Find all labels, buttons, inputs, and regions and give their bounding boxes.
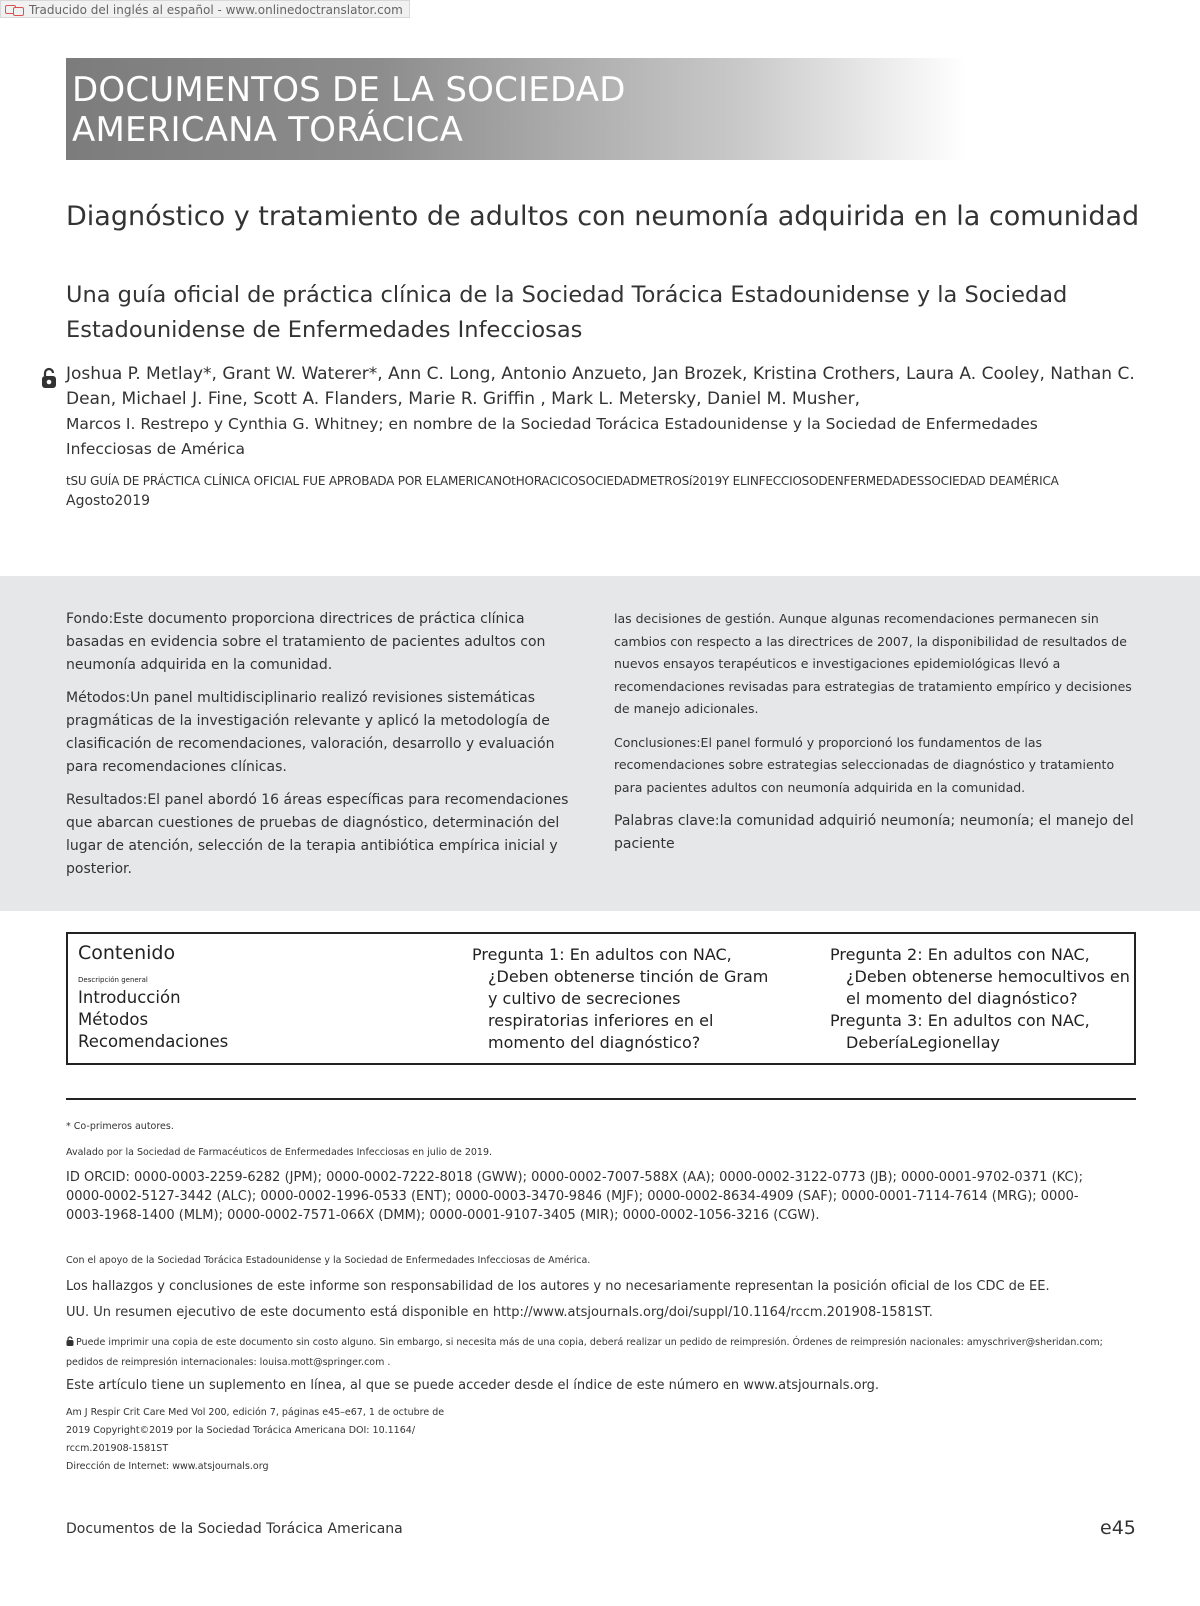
citation-line-1: Am J Respir Crit Care Med Vol 200, edición 7, páginas e45–e67, 1 de octubre de: [66, 1407, 445, 1418]
author-list-continued: Marcos I. Restrepo y Cynthia G. Whitney; en nombre de la Sociedad Torácica Estadounidense y la Sociedad de Enfermedades Infecciosas de América: [66, 415, 1038, 458]
question-3-heading: Pregunta 3: En adultos con NAC,: [830, 1011, 1090, 1030]
abstract-conclusions-text: El panel formuló y proporcionó los fundamentos de las recomendaciones sobre estrategias seleccionadas de diagnóstico y tratamiento para pacientes adultos con neumonía adquirida en la comunidad.: [614, 734, 1115, 795]
open-lock-icon: [66, 1336, 74, 1346]
footnote-online-supplement: Este artículo tiene un suplemento en línea, al que se puede acceder desde el índice de este número en www.atsjournals.org.: [66, 1378, 880, 1393]
footer-journal-name: Documentos de la Sociedad Torácica Americana: [66, 1521, 403, 1537]
translator-banner[interactable]: [0, 0, 410, 18]
abstract-left-column: [66, 608, 576, 891]
author-list: Joshua P. Metlay*, Grant W. Waterer*, Ann C. Long, Antonio Anzueto, Jan Brozek, Kristina Crothers, Laura A. Cooley, Nathan C. Dean, Michael J. Fine, Scott A. Flanders, Marie R. Griffin , Mark L. Metersky, Daniel M. Musher,: [66, 364, 1135, 409]
question-2-heading: Pregunta 2: En adultos con NAC,: [830, 945, 1090, 964]
abstract-background-text: Este documento proporciona directrices de práctica clínica basadas en evidencia sobre el tratamiento de pacientes adultos con neumonía adquirida en la comunidad.: [66, 611, 546, 673]
question-3-text: DeberíaLegionellay: [846, 1033, 1001, 1052]
question-2-text: ¿Deben obtenerse hemocultivos en el momento del diagnóstico?: [846, 967, 1130, 1008]
abstract-keywords-label: Palabras clave:: [614, 813, 720, 829]
abstract: [0, 576, 1200, 911]
abstract-background-label: Fondo:: [66, 611, 114, 627]
abstract-methods-text: Un panel multidisciplinario realizó revisiones sistemáticas pragmáticas de la investigación relevante y aplicó la metodología de clasificación de recomendaciones, valoración, desarrollo y evaluación para recomendaciones clínicas.: [66, 690, 555, 775]
contents-link-question-3[interactable]: [830, 1010, 1130, 1054]
abstract-methods-label: Métodos:: [66, 690, 131, 706]
footnote-reprints-text: Puede imprimir una copia de este documento sin costo alguno. Sin embargo, si necesita más de una copia, deberá realizar un pedido de reimpresión. Órdenes de reimpresión nacionales: amyschriver@sheridan.com; pedidos de reimpresión internacionales: louisa.mott@springer.com .: [66, 1337, 1103, 1368]
translate-icon: [5, 4, 25, 16]
contents-link-recommendations[interactable]: Recomendaciones: [78, 1032, 229, 1051]
footnote-cofirst-authors: * Co-primeros autores.: [66, 1121, 174, 1132]
footnote-executive-summary: UU. Un resumen ejecutivo de este documento está disponible en http://www.atsjournals.org/doi/suppl/10.1164/rccm.201908-1581ST.: [66, 1305, 933, 1320]
abstract-methods: [66, 687, 576, 779]
footnote-cdc-disclaimer: Los hallazgos y conclusiones de este informe son responsabilidad de los autores y no necesariamente representan la posición oficial de los CDC de EE.: [66, 1279, 1050, 1294]
approval-date: Agosto2019: [66, 493, 151, 509]
footnote-orcid: ID ORCID: 0000-0003-2259-6282 (JPM); 0000-0002-7222-8018 (GWW); 0000-0002-7007-588X (AA); 0000-0002-3122-0773 (JB); 0000-0001-9702-0371 (KC); 0000-0002-5127-3442 (ALC); 0000-0002-1996-0533 (ENT); 0000-0003-3470-9846 (MJF); 0000-0002-8634-4909 (SAF); 0000-0001-7114-7614 (MRG); 0000-0003-1968-1400 (MLM); 0000-0002-7571-066X (DMM); 0000-0001-9107-3405 (MIR); 0000-0002-1056-3216 (CGW).: [66, 1170, 1083, 1223]
banner-title-line-1: DOCUMENTOS DE LA SOCIEDAD: [72, 70, 626, 110]
translator-link[interactable]: Traducido del inglés al español - www.onlinedoctranslator.com: [29, 2, 403, 17]
article-subtitle: Una guía oficial de práctica clínica de la Sociedad Torácica Estadounidense y la Sociedad Estadounidense de Enfermedades Infecciosas: [66, 282, 1068, 343]
page-number: e45: [1100, 1517, 1136, 1539]
abstract-results: [66, 789, 576, 881]
footnote-endorsement: Avalado por la Sociedad de Farmacéuticos de Enfermedades Infecciosas en julio de 2019.: [66, 1147, 493, 1158]
abstract-background: [66, 608, 576, 677]
approval-statement: tSU GUÍA DE PRÁCTICA CLÍNICA OFICIAL FUE APROBADA POR ELAMERICANOtHORACICOSOCIEDADMETROSí2019Y ELINFECCIOSODENFERMEDADESSOCIEDAD DEAMÉRICA: [66, 474, 1059, 488]
abstract-keywords: [614, 810, 1134, 855]
question-1-text: ¿Deben obtenerse tinción de Gram y cultivo de secreciones respiratorias inferiores en el momento del diagnóstico?: [488, 967, 769, 1052]
contents-title: Contenido: [78, 942, 176, 964]
abstract-results-continued: las decisiones de gestión. Aunque algunas recomendaciones permanecen sin cambios con respecto a las directrices de 2007, la disponibilidad de resultados de nuevos ensayos terapéuticos e investigaciones epidemiológicas llevó a recomendaciones revisadas para estrategias de tratamiento empírico y decisiones de manejo adicionales.: [614, 611, 1132, 716]
contents-link-overview[interactable]: Descripción general: [78, 976, 148, 984]
abstract-conclusions: [614, 732, 1134, 800]
contents-link-introduction[interactable]: Introducción: [78, 988, 181, 1007]
contents-link-methods[interactable]: Métodos: [78, 1010, 149, 1029]
abstract-right-column: [614, 608, 1134, 866]
citation-line-3: rccm.201908-1581ST: [66, 1443, 169, 1454]
abstract-results-label: Resultados:: [66, 792, 148, 808]
footnote-support: Con el apoyo de la Sociedad Torácica Estadounidense y la Sociedad de Enfermedades Infecciosas de América.: [66, 1255, 591, 1266]
abstract-results-text: El panel abordó 16 áreas específicas para recomendaciones que abarcan cuestiones de pruebas de diagnóstico, determinación del lugar de atención, selección de la terapia antibiótica empírica inicial y posterior.: [66, 792, 569, 877]
footnote-divider: [66, 1098, 1136, 1100]
contents-link-question-1[interactable]: [472, 944, 772, 1054]
citation-line-4: Dirección de Internet: www.atsjournals.org: [66, 1461, 269, 1472]
abstract-keywords-text: la comunidad adquirió neumonía; neumonía; el manejo del paciente: [614, 813, 1134, 852]
open-lock-icon: [41, 367, 57, 389]
citation-line-2: 2019 Copyright©2019 por la Sociedad Torácica Americana DOI: 10.1164/: [66, 1425, 416, 1436]
footnote-reprints: [66, 1333, 1136, 1373]
section-banner: [66, 58, 966, 160]
banner-title-line-2: AMERICANA TORÁCICA: [72, 110, 464, 150]
abstract-conclusions-label: Conclusiones:: [614, 734, 701, 750]
article-title: Diagnóstico y tratamiento de adultos con neumonía adquirida en la comunidad: [66, 201, 1140, 232]
question-1-heading: Pregunta 1: En adultos con NAC,: [472, 945, 732, 964]
table-of-contents: [66, 932, 1136, 1065]
contents-link-question-2[interactable]: [830, 944, 1130, 1010]
